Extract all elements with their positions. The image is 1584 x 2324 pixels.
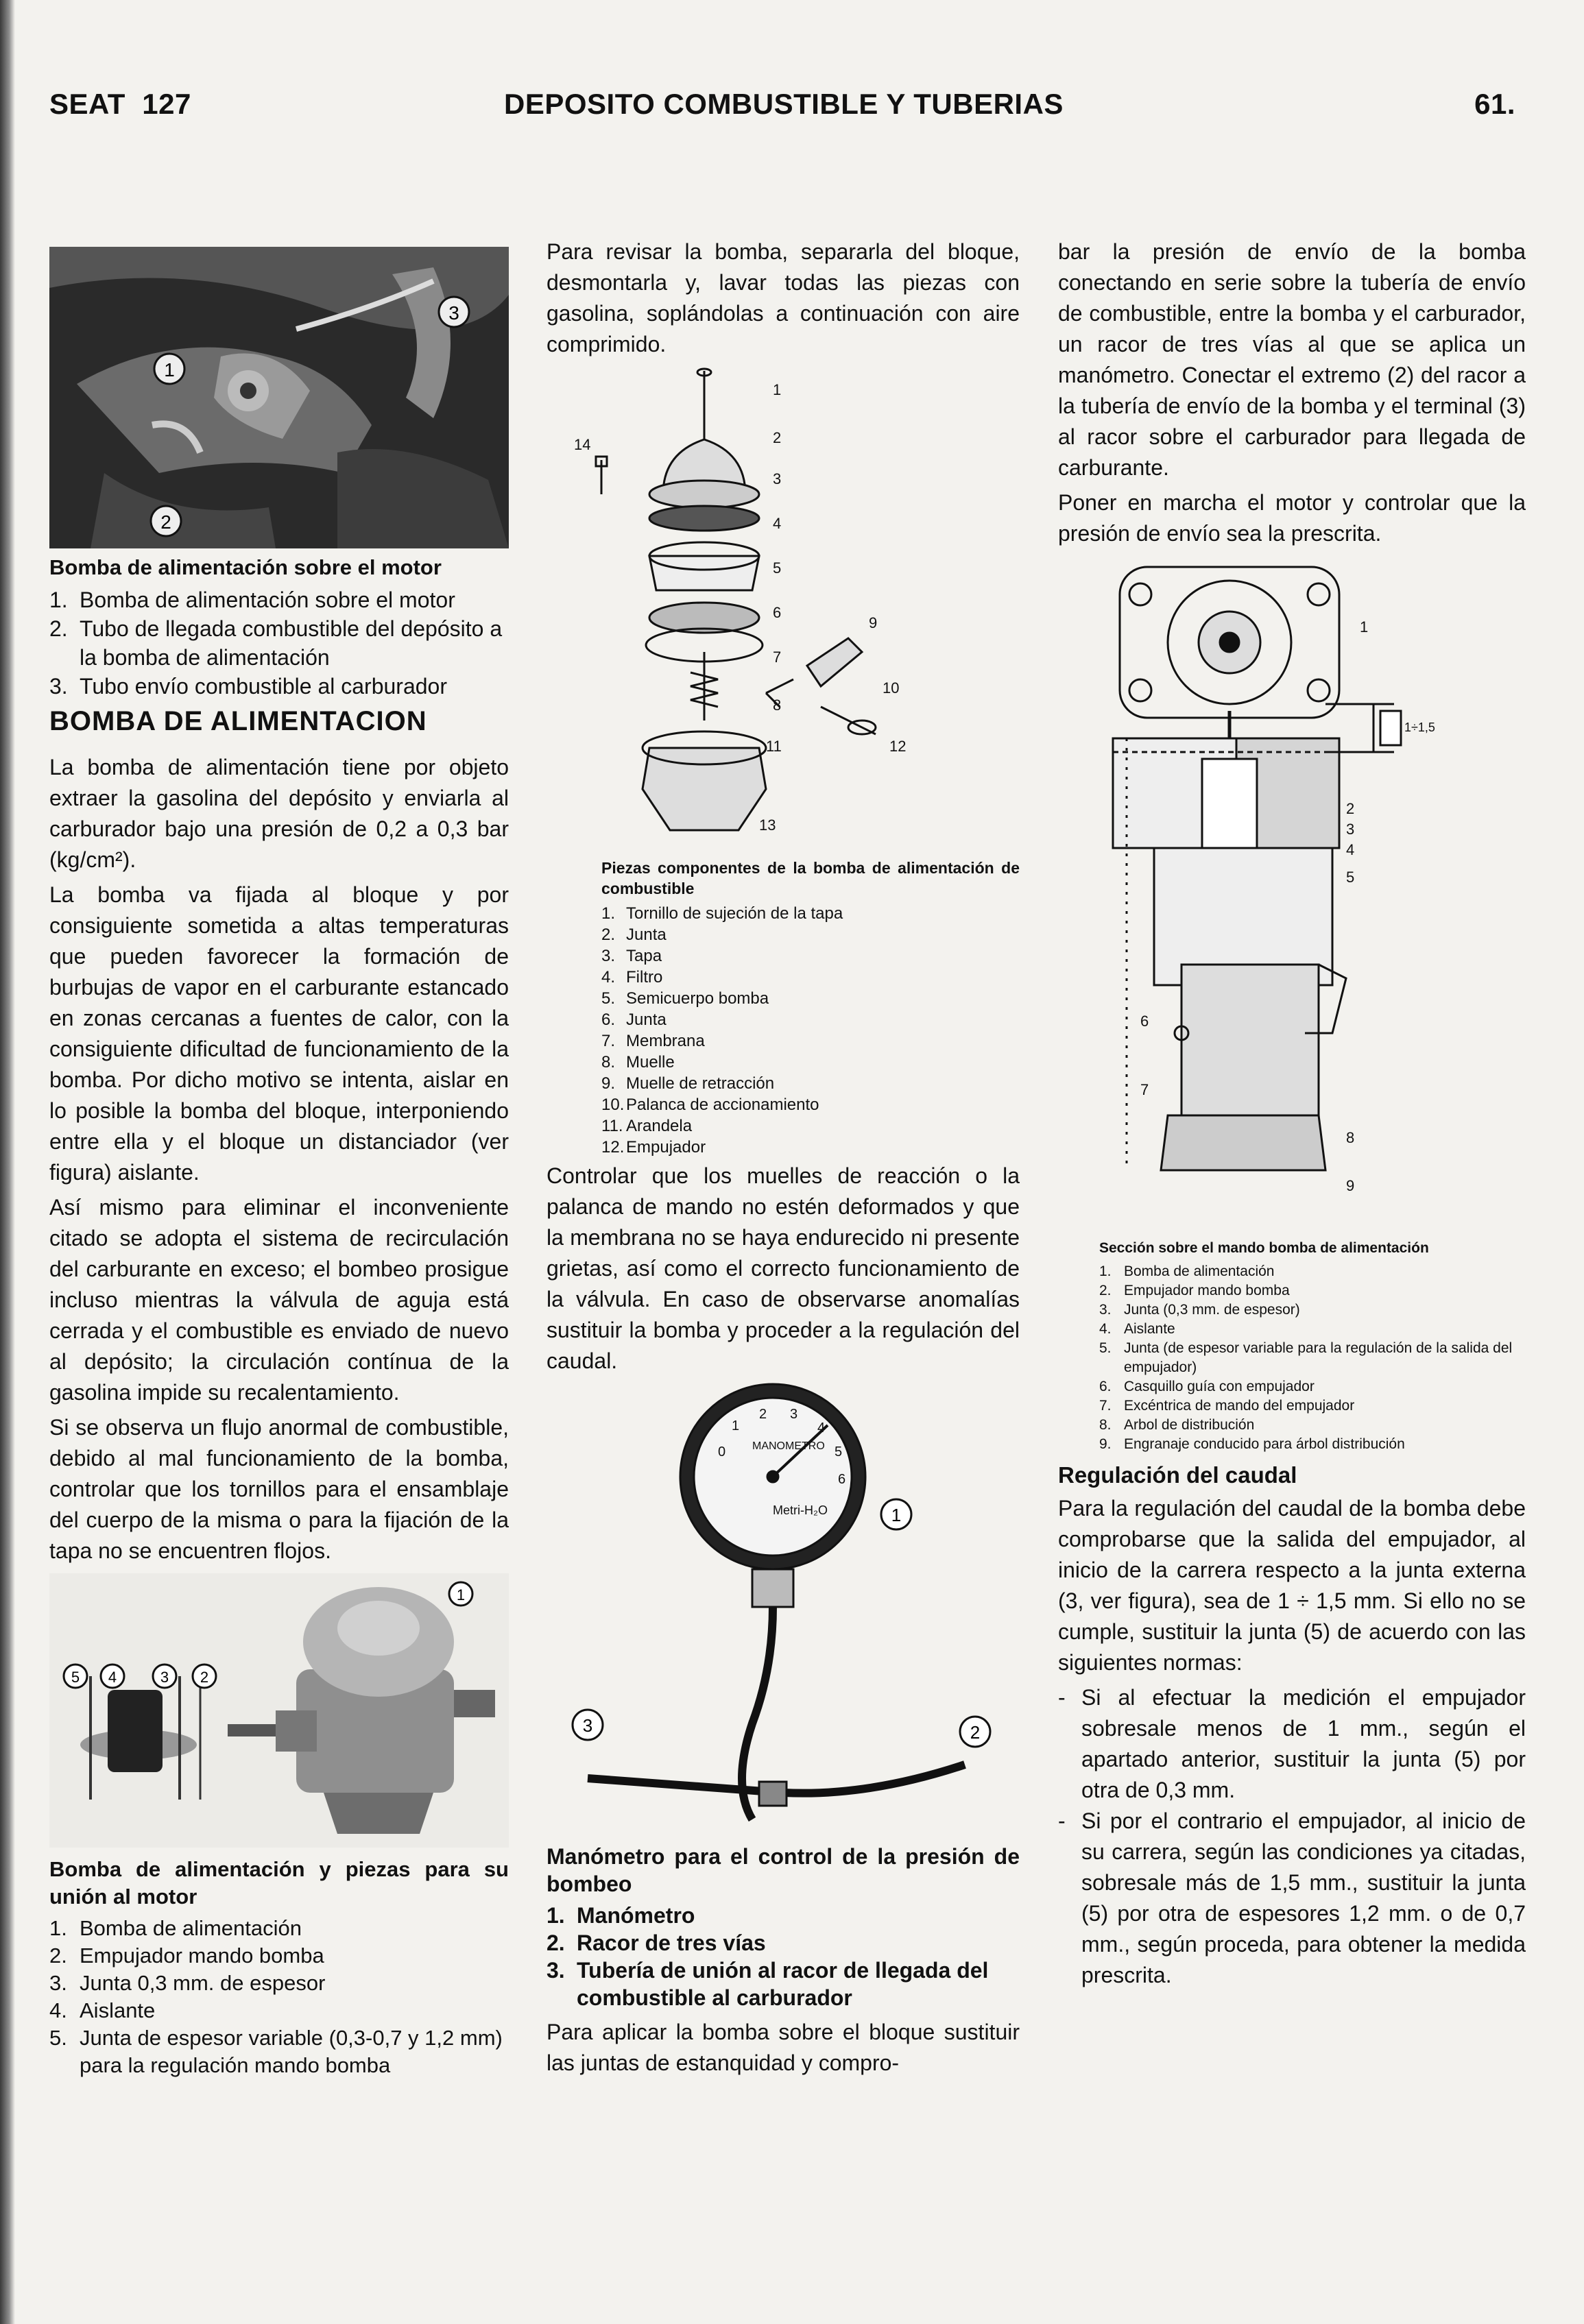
legend-item: 3. Tapa <box>601 947 662 965</box>
part-label-10: 10 <box>883 679 900 697</box>
legend-item: 1. Bomba de alimentación <box>49 1916 302 1940</box>
legend-item: 5. Junta de espesor variable (0,3-0,7 y 1,2 mm) para la regulación mando bomba <box>49 2026 503 2077</box>
running-header-left: SEAT 127 <box>49 88 191 120</box>
legend-item: 4. Aislante <box>1099 1321 1175 1337</box>
rule-item: - Si por el contrario el empujador, al inicio de su carrera, según las condiciones ya citadas, sobresale más de 1,5 mm., sustituir la junta (5) por otra de espesores 1,2 mm. o de 0,7 mm., según proceda, para obtener la medida prescrita. <box>1058 1808 1526 1987</box>
section-label-7: 7 <box>1140 1081 1149 1098</box>
section-label-2: 2 <box>1346 800 1355 817</box>
callout-5 <box>64 1665 87 1688</box>
figure5-caption <box>1099 1239 1526 1454</box>
section-label-6: 6 <box>1140 1013 1149 1030</box>
figure-pump-parts-photo <box>49 1573 509 1848</box>
legend-item: 5. Junta (de espesor variable para la regulación de la salida del empujador) <box>1099 1340 1513 1375</box>
legend-item: 7. Excéntrica de mando del empujador <box>1099 1398 1355 1414</box>
part-label-13: 13 <box>759 816 776 834</box>
legend-item: 6. Casquillo guía con empujador <box>1099 1379 1315 1394</box>
legend-item: 2. Junta <box>601 925 667 944</box>
legend-item: 8. Muelle <box>601 1053 675 1072</box>
svg-text:2: 2 <box>970 1722 981 1743</box>
part-label-7: 7 <box>773 649 782 666</box>
paragraph: Para revisar la bomba, separarla del bloque, desmontarla y, lavar todas las piezas con gasolina, soplándolas a continuación con aire comprimido. <box>547 239 1020 356</box>
legend-item: 3. Junta (0,3 mm. de espesor) <box>1099 1302 1300 1318</box>
svg-text:1: 1 <box>456 1586 466 1603</box>
figure3-caption-title: Piezas componentes de la bomba de alimentación de combustible <box>601 859 1020 897</box>
section-label-9: 9 <box>1346 1177 1355 1194</box>
svg-text:5: 5 <box>71 1669 80 1686</box>
figure4-caption-title: Manómetro para el control de la presión de bombeo <box>547 1844 1020 1896</box>
svg-text:3: 3 <box>160 1669 169 1686</box>
legend-item: 1. Bomba de alimentación <box>1099 1263 1275 1279</box>
section-label-5: 5 <box>1346 869 1355 886</box>
part-label-1: 1 <box>773 381 782 398</box>
part-label-9: 9 <box>869 614 878 631</box>
legend-item: 2. Tubo de llegada combustible del depósito a la bomba de alimentación <box>49 616 503 670</box>
callout-3 <box>153 1665 176 1688</box>
svg-text:1: 1 <box>891 1505 902 1525</box>
paragraph: La bomba de alimentación tiene por objeto extraer la gasolina del depósito y enviarla al carburador bajo una presión de 0,2 a 0,3 bar (kg/cm²). <box>49 755 509 872</box>
figure-pressure-gauge-diagram <box>547 1381 1020 1833</box>
legend-item: 1. Bomba de alimentación sobre el motor <box>49 588 455 612</box>
part-label-6: 6 <box>773 604 782 621</box>
section-label-8: 8 <box>1346 1129 1355 1146</box>
legend-item: 2. Racor de tres vías <box>547 1930 766 1955</box>
gauge-scale-6: 6 <box>838 1472 846 1487</box>
figure4-legend <box>547 1902 1020 2011</box>
legend-item: 9. Engranaje conducido para árbol distribución <box>1099 1436 1405 1452</box>
figure5-legend <box>1099 1262 1526 1454</box>
rule-item: - Si al efectuar la medición el empujador sobresale menos de 1 mm., según el apartado anterior, sustituir la junta (5) por otra de 0,3 mm. <box>1058 1685 1526 1802</box>
section-label-4: 4 <box>1346 841 1355 858</box>
callout-1 <box>881 1499 911 1529</box>
figure1-caption-title: Bomba de alimentación sobre el motor <box>49 555 442 579</box>
running-header-title: DEPOSITO COMBUSTIBLE Y TUBERIAS <box>504 88 1064 120</box>
legend-item: 11. Arandela <box>601 1117 693 1135</box>
regulation-rules <box>1058 1682 1526 1991</box>
legend-item: 10. Palanca de accionamiento <box>601 1096 819 1114</box>
legend-item: 1. Tornillo de sujeción de la tapa <box>601 904 843 923</box>
legend-item: 8. Arbol de distribución <box>1099 1417 1255 1433</box>
gauge-scale-5: 5 <box>835 1444 843 1460</box>
section-label-1: 1 <box>1360 618 1369 636</box>
legend-item: 6. Junta <box>601 1010 667 1029</box>
callout-4 <box>101 1665 124 1688</box>
part-label-11: 11 <box>766 738 782 755</box>
paragraph: La bomba va fijada al bloque y por consiguiente sometida a altas temperaturas que pueden favorecer la formación de burbujas de vapor en el carburante estancado en zonas cercanas a fuentes de calor, con la consiguiente dificultad de funcionamiento de la bomba. Por dicho motivo se intenta, aislar en lo posible la bomba del bloque, interponiendo entre ella y el bloque un distanciador (ver figura) aislante. <box>49 882 509 1185</box>
part-label-14: 14 <box>574 436 591 453</box>
column-3 <box>1058 237 1526 1991</box>
figure-pump-on-engine-photo <box>49 247 509 548</box>
callout-2 <box>960 1717 990 1747</box>
gauge-scale-2: 2 <box>759 1407 767 1422</box>
svg-text:3: 3 <box>448 302 459 324</box>
callout-1 <box>154 354 184 384</box>
callout-2 <box>151 506 181 536</box>
svg-text:3: 3 <box>582 1715 593 1736</box>
figure5-caption-title: Sección sobre el mando bomba de alimentación <box>1099 1240 1429 1256</box>
svg-text:4: 4 <box>108 1669 117 1686</box>
callout-2 <box>193 1665 216 1688</box>
gauge-label: MANOMETRO <box>752 1440 825 1452</box>
part-label-5: 5 <box>773 559 782 577</box>
gauge-brand: Metri-H₂O <box>773 1503 828 1517</box>
svg-text:2: 2 <box>160 511 171 533</box>
dimension-label: 1÷1,5 <box>1404 721 1435 734</box>
section-label-3: 3 <box>1346 821 1355 838</box>
legend-item: 1. Manómetro <box>547 1903 695 1928</box>
figure-exploded-pump-diagram <box>560 364 1033 858</box>
svg-text:2: 2 <box>200 1669 209 1686</box>
svg-text:1: 1 <box>164 359 175 380</box>
figure2-legend <box>49 1915 509 2079</box>
legend-item: 4. Filtro <box>601 968 663 987</box>
figure1-legend <box>49 585 509 701</box>
legend-item: 2. Empujador mando bomba <box>49 1944 324 1968</box>
paragraph: Controlar que los muelles de reacción o la palanca de mando no estén deformados y que la membrana no se haya endurecido ni presente grietas, así como el correcto funcionamiento de la válvula. En caso de observarse anomalías sustituir la bomba y proceder a la regulación del caudal. <box>547 1163 1020 1373</box>
subheading-regulacion: Regulación del caudal <box>1058 1462 1297 1488</box>
legend-item: 7. Membrana <box>601 1032 705 1050</box>
legend-item: 3. Tubo envío combustible al carburador <box>49 674 447 699</box>
part-label-8: 8 <box>773 697 782 714</box>
section-heading-bomba: BOMBA DE ALIMENTACION <box>49 706 427 736</box>
part-label-2: 2 <box>773 429 782 446</box>
column-2 <box>547 237 1020 2083</box>
figure3-caption <box>601 858 1020 1158</box>
column-1 <box>49 247 509 2079</box>
figure-cross-section-diagram <box>1099 553 1483 1239</box>
scan-page-edge <box>0 0 15 2324</box>
callout-3 <box>573 1710 603 1740</box>
gauge-scale-0: 0 <box>718 1444 726 1460</box>
paragraph: Para la regulación del caudal de la bomba debe comprobarse que la salida del empujador, al inicio de la carrera respecto a la junta externa (3, ver figura), sea de 1 ÷ 1,5 mm. Si ello no se cumple, sustituir la junta (5) de acuerdo con las siguientes normas: <box>1058 1496 1526 1675</box>
part-label-4: 4 <box>773 515 782 532</box>
gauge-scale-1: 1 <box>732 1418 740 1433</box>
part-label-12: 12 <box>889 738 907 755</box>
figure2-caption-title: Bomba de alimentación y piezas para su unión al motor <box>49 1857 509 1909</box>
legend-item: 3. Tubería de unión al racor de llegada del combustible al carburador <box>547 1958 989 2010</box>
legend-item: 4. Aislante <box>49 1998 156 2022</box>
paragraph: Si se observa un flujo anormal de combustible, debido al mal funcionamiento de la bomba, controlar que los tornillos para el ensamblaje del cuerpo de la misma o para la fijación de la tapa no se encuentren flojos. <box>49 1415 509 1563</box>
gauge-scale-4: 4 <box>817 1420 826 1436</box>
gauge-scale-3: 3 <box>790 1407 798 1422</box>
legend-item: 3. Junta 0,3 mm. de espesor <box>49 1971 326 1995</box>
legend-item: 9. Muelle de retracción <box>601 1074 775 1093</box>
callout-1 <box>449 1582 472 1606</box>
part-label-3: 3 <box>773 470 782 487</box>
legend-item: 5. Semicuerpo bomba <box>601 989 769 1008</box>
figure3-legend <box>601 903 1020 1158</box>
paragraph: bar la presión de envío de la bomba conectando en serie sobre la tubería de envío de combustible, entre la bomba y el carburador, un racor de tres vías al que se aplica un manómetro. Conectar el extremo (2) del racor a la tubería de envío de la bomba y el terminal (3) al racor sobre el carburador para llegada de carburante. <box>1058 239 1526 480</box>
callout-3 <box>439 297 469 327</box>
paragraph: Así mismo para eliminar el inconveniente citado se adopta el sistema de recirculación del carburante en exceso; el bombeo prosigue incluso mientras la válvula de aguja está cerrada y el combustible es enviado de nuevo al depósito; la circulación contínua de la gasolina impide su recalentamiento. <box>49 1195 509 1405</box>
paragraph: Poner en marcha el motor y controlar que la presión de envío sea la prescrita. <box>1058 490 1526 546</box>
paragraph: Para aplicar la bomba sobre el bloque sustituir las juntas de estanquidad y compro- <box>547 2020 1020 2075</box>
legend-item: 12. Empujador <box>601 1138 706 1157</box>
legend-item: 2. Empujador mando bomba <box>1099 1283 1290 1298</box>
page-number: 61. <box>1474 88 1515 120</box>
